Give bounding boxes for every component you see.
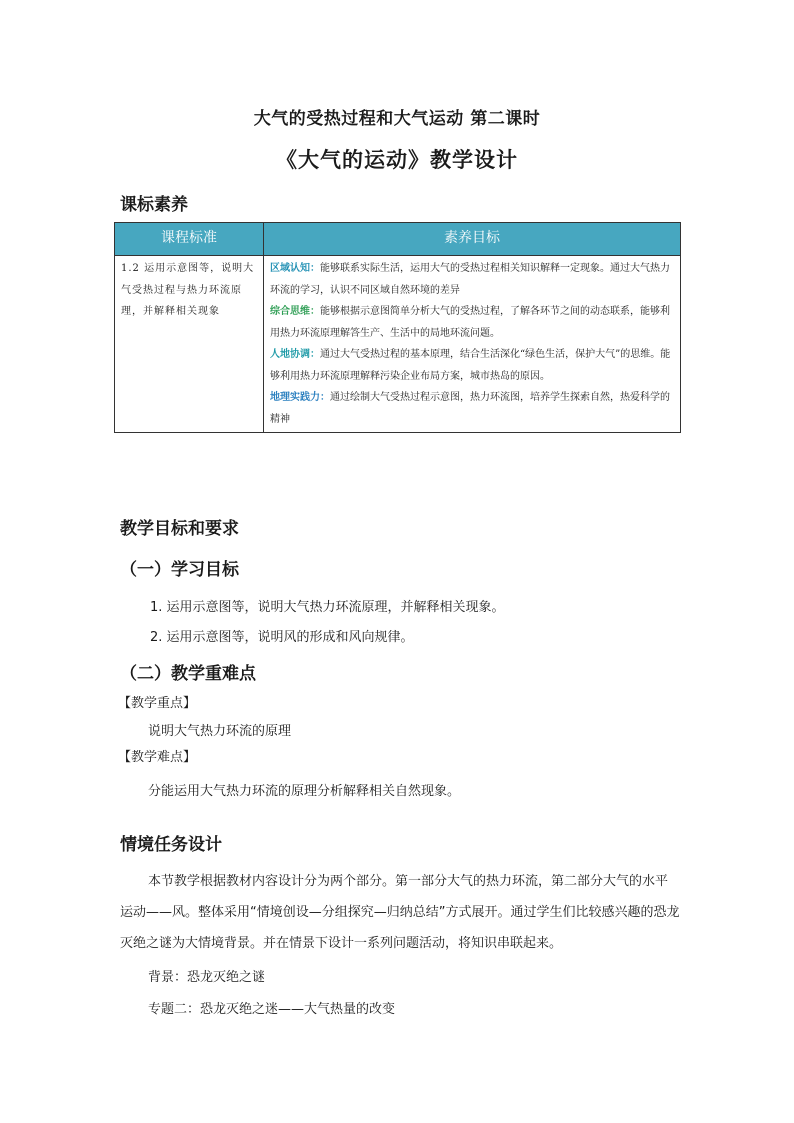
goal-practice: [270, 387, 674, 430]
text-key-point: 说明大气热力环流的原理: [148, 724, 292, 739]
goal-keyword: 人地协调：: [270, 349, 320, 360]
table-header-row: [115, 223, 681, 256]
list-item: 2. 运用示意图等，说明风的形成和风向规律。: [150, 630, 414, 645]
design-paragraph: 本节教学根据教材内容设计分为两个部分。第一部分大气的热力环流，第二部分大气的水平运动——风。整体采用“情境创设—分组探究—归纳总结”方式展开。通过学生们比较感兴趣的恐龙灭绝之谜为大情境背景。并在情景下设计一系列问题活动，将知识串联起来。: [120, 874, 680, 951]
goal-keyword: 地理实践力：: [270, 392, 330, 403]
table-row: [115, 256, 681, 433]
goal-keyword: 综合思维：: [270, 306, 320, 317]
goal-regional: [270, 258, 674, 301]
text-difficult-point: 分能运用大气热力环流的原理分析解释相关自然现象。: [148, 784, 461, 799]
goal-text: 能够联系实际生活，运用大气的受热过程相关知识解释一定现象。通过大气热力环流的学习，认识不同区域自然环境的差异: [270, 263, 670, 296]
section-heading-curriculum: 课标素养: [120, 195, 188, 215]
design-background: 背景：恐龙灭绝之谜: [148, 970, 266, 985]
section-heading-goals: 教学目标和要求: [120, 519, 239, 539]
goal-text: 通过绘制大气受热过程示意图，热力环流图，培养学生探索自然，热爱科学的精神: [270, 392, 670, 425]
subheading-learning-goals: （一）学习目标: [120, 560, 239, 580]
goal-human-land: [270, 344, 674, 387]
section-heading-design: 情境任务设计: [120, 835, 222, 855]
curriculum-table: [114, 222, 681, 433]
label-key-point: 【教学重点】: [118, 696, 197, 711]
document-title-line1: 大气的受热过程和大气运动 第二课时: [253, 109, 541, 129]
list-item: 1. 运用示意图等，说明大气热力环流原理，并解释相关现象。: [150, 600, 505, 615]
document-title-line2: 《大气的运动》教学设计: [276, 148, 518, 172]
goals-cell: [264, 256, 681, 433]
goal-text: 通过大气受热过程的基本原理，结合生活深化“绿色生活，保护大气”的思维。能够利用热力环流原理解释污染企业布局方案，城市热岛的原因。: [270, 349, 671, 382]
subheading-key-points: （二）教学重难点: [120, 664, 256, 684]
goal-comprehensive: [270, 301, 674, 344]
label-difficult-point: 【教学难点】: [118, 750, 197, 765]
goal-keyword: 区域认知：: [270, 263, 320, 274]
table-header-standard: 课程标准: [115, 223, 264, 256]
goal-text: 能够根据示意图简单分析大气的受热过程，了解各环节之间的动态联系，能够利用热力环流原理解答生产、生活中的局地环流问题。: [270, 306, 670, 339]
standard-cell: 1.2 运用示意图等，说明大气受热过程与热力环流原理，并解释相关现象: [115, 256, 264, 433]
table-header-goals: 素养目标: [264, 223, 681, 256]
design-topic2: 专题二：恐龙灭绝之迷——大气热量的改变: [148, 1002, 396, 1017]
